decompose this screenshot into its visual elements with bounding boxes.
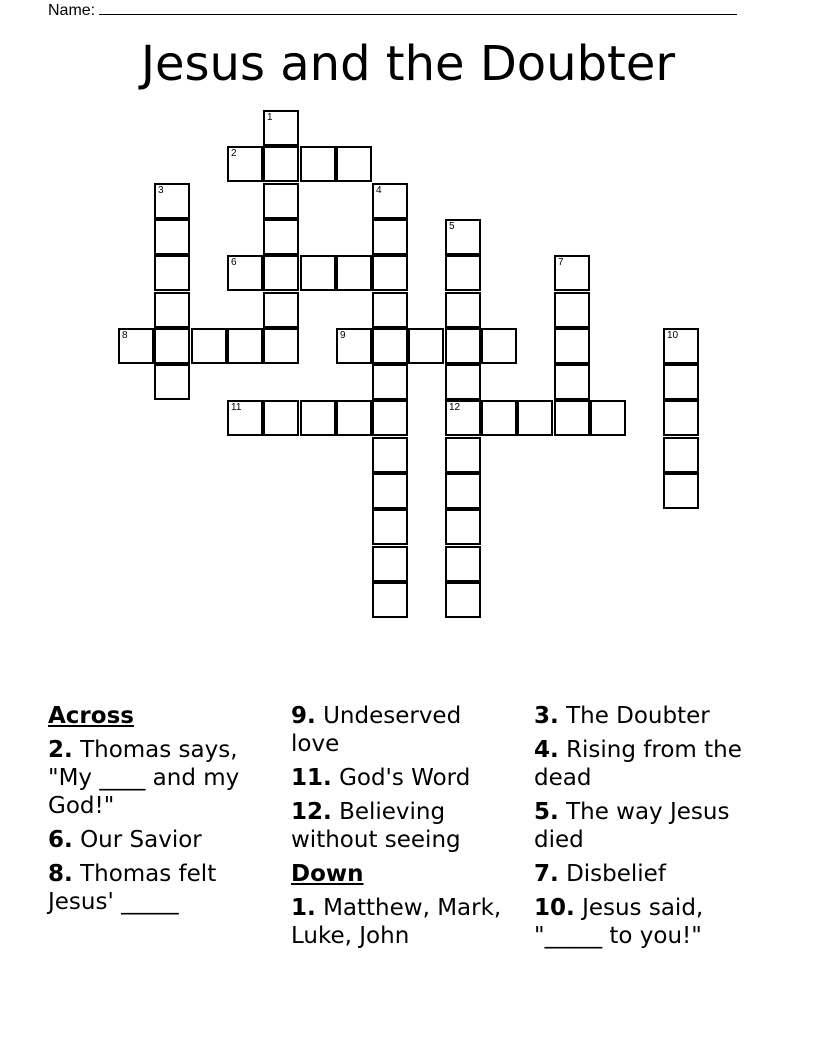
grid-cell[interactable] [445, 364, 481, 400]
grid-cell[interactable] [263, 110, 299, 146]
grid-cell[interactable] [263, 292, 299, 328]
grid-cell[interactable] [336, 400, 372, 436]
clue-number: 8 [122, 330, 128, 341]
grid-cell[interactable] [227, 146, 263, 182]
grid-cell[interactable] [372, 582, 408, 618]
grid-cell[interactable] [554, 255, 590, 291]
clue-number: 4 [376, 185, 382, 196]
grid-cell[interactable] [227, 255, 263, 291]
grid-cell[interactable] [590, 400, 626, 436]
grid-cell[interactable] [554, 400, 590, 436]
grid-cell[interactable] [336, 328, 372, 364]
grid-cell[interactable] [663, 328, 699, 364]
clue-across-12: 12. Believing without seeing [291, 799, 461, 853]
grid-cell[interactable] [300, 146, 336, 182]
grid-cell[interactable] [445, 473, 481, 509]
clue-across-8: 8. Thomas felt Jesus' _____ [48, 861, 217, 915]
clue-number: 12 [449, 402, 461, 413]
clue-number: 10 [667, 330, 679, 341]
grid-cell[interactable] [191, 328, 227, 364]
grid-cell[interactable] [445, 255, 481, 291]
grid-cell[interactable] [372, 255, 408, 291]
name-label: Name: [48, 2, 96, 19]
grid-cell[interactable] [154, 292, 190, 328]
clue-across-6: 6. Our Savior [48, 827, 202, 853]
grid-cell[interactable] [263, 328, 299, 364]
grid-cell[interactable] [445, 328, 481, 364]
grid-cell[interactable] [300, 255, 336, 291]
clue-down-5: 5. The way Jesus died [534, 799, 730, 853]
grid-cell[interactable] [481, 328, 517, 364]
grid-cell[interactable] [227, 400, 263, 436]
grid-cell[interactable] [263, 146, 299, 182]
grid-cell[interactable] [408, 328, 444, 364]
grid-cell[interactable] [372, 400, 408, 436]
grid-cell[interactable] [372, 328, 408, 364]
grid-cell[interactable] [445, 509, 481, 545]
grid-cell[interactable] [372, 473, 408, 509]
grid-cell[interactable] [372, 437, 408, 473]
grid-cell[interactable] [663, 437, 699, 473]
grid-cell[interactable] [336, 146, 372, 182]
clue-across-2: 2. Thomas says, "My ____ and my God!" [48, 737, 240, 819]
clue-number: 11 [231, 402, 242, 413]
grid-cell[interactable] [663, 400, 699, 436]
clue-down-10: 10. Jesus said, "_____ to you!" [534, 895, 704, 949]
grid-cell[interactable] [372, 364, 408, 400]
grid-cell[interactable] [554, 292, 590, 328]
clue-number: 7 [558, 257, 564, 268]
grid-cell[interactable] [300, 400, 336, 436]
grid-cell[interactable] [554, 364, 590, 400]
clue-down-7: 7. Disbelief [534, 861, 666, 887]
grid-cell[interactable] [517, 400, 553, 436]
down-heading: Down [291, 861, 364, 887]
grid-cell[interactable] [372, 292, 408, 328]
grid-cell[interactable] [154, 255, 190, 291]
grid-cell[interactable] [445, 292, 481, 328]
grid-cell[interactable] [372, 509, 408, 545]
grid-cell[interactable] [263, 183, 299, 219]
clue-down-3: 3. The Doubter [534, 703, 710, 729]
grid-cell[interactable] [445, 437, 481, 473]
grid-cell[interactable] [154, 364, 190, 400]
clue-number: 9 [340, 330, 346, 341]
grid-cell[interactable] [372, 183, 408, 219]
grid-cell[interactable] [372, 219, 408, 255]
grid-cell[interactable] [227, 328, 263, 364]
clue-number: 2 [231, 148, 237, 159]
clue-across-11: 11. God's Word [291, 765, 471, 791]
clue-number: 1 [267, 112, 273, 123]
grid-cell[interactable] [154, 219, 190, 255]
grid-cell[interactable] [445, 219, 481, 255]
clue-number: 6 [231, 257, 237, 268]
grid-cell[interactable] [154, 328, 190, 364]
grid-cell[interactable] [154, 183, 190, 219]
grid-cell[interactable] [263, 400, 299, 436]
clue-column-2 [291, 702, 516, 956]
clue-number: 3 [158, 185, 164, 196]
puzzle-title: Jesus and the Doubter [140, 36, 676, 92]
grid-cell[interactable] [118, 328, 154, 364]
grid-cell[interactable] [336, 255, 372, 291]
grid-cell[interactable] [445, 582, 481, 618]
grid-cell[interactable] [263, 255, 299, 291]
clue-number: 5 [449, 221, 455, 232]
grid-cell[interactable] [663, 473, 699, 509]
grid-cell[interactable] [263, 219, 299, 255]
clue-down-4: 4. Rising from the dead [534, 737, 742, 791]
grid-cell[interactable] [445, 400, 481, 436]
grid-cell[interactable] [481, 400, 517, 436]
grid-cell[interactable] [372, 546, 408, 582]
clue-across-9: 9. Undeserved love [291, 703, 462, 757]
across-heading: Across [48, 703, 134, 729]
grid-cell[interactable] [663, 364, 699, 400]
grid-cell[interactable] [554, 328, 590, 364]
clue-column-3 [534, 702, 759, 956]
grid-cell[interactable] [445, 546, 481, 582]
clue-down-1: 1. Matthew, Mark, Luke, John [291, 895, 502, 949]
clue-column-1 [48, 702, 273, 922]
